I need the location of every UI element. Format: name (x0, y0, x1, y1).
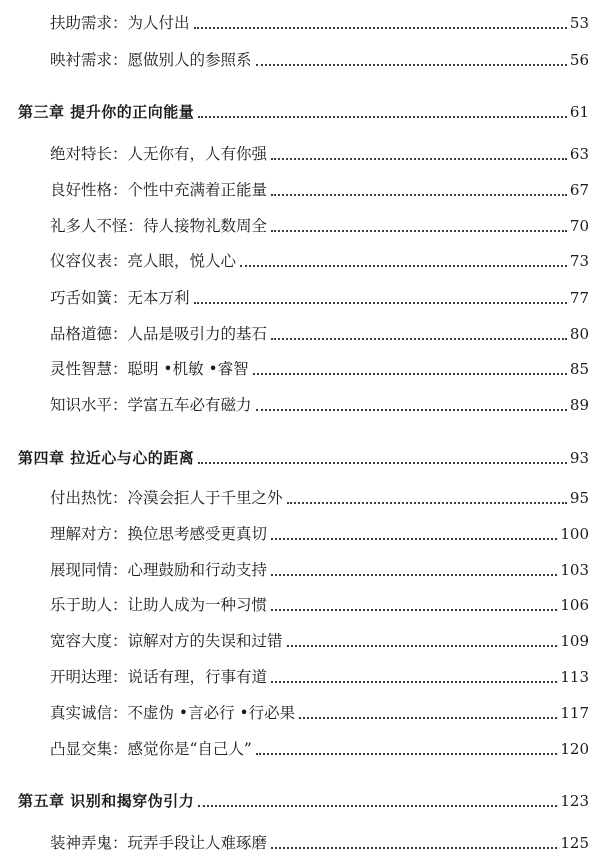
toc-page-number: 89 (569, 396, 589, 414)
dot-leader (271, 847, 557, 849)
toc-entry (50, 45, 589, 71)
toc-entry-title: 真实诚信：不虚伪 •言必行 •行必果 (50, 704, 296, 722)
dot-leader (271, 538, 557, 540)
dot-leader (271, 574, 557, 576)
toc-entry-title: 礼多人不怪：待人接物礼数周全 (50, 217, 268, 235)
toc-entry-title: 巧舌如簧：无本万利 (50, 289, 190, 307)
toc-entry-title: 凸显交集：感觉你是“自己人” (50, 740, 252, 758)
toc-entry (50, 354, 589, 380)
toc-entry-title: 理解对方：换位思考感受更真切 (50, 525, 268, 543)
toc-page-number: 63 (569, 145, 589, 163)
dot-leader (198, 462, 567, 464)
toc-page-number: 120 (560, 740, 589, 758)
toc-page-number: 67 (569, 181, 589, 199)
toc-entry-title: 付出热忱：冷漠会拒人于千里之外 (50, 489, 283, 507)
toc-entry (50, 246, 589, 272)
toc-entry (50, 139, 589, 165)
toc-entry (50, 319, 589, 345)
dot-leader (198, 116, 567, 118)
toc-page-number: 73 (569, 252, 589, 270)
toc-page-number: 93 (569, 449, 589, 467)
dot-leader (256, 409, 567, 411)
dot-leader (198, 805, 557, 807)
toc-chapter (18, 786, 589, 812)
toc-entry-title: 仪容仪表：亮人眼，悦人心 (50, 252, 237, 270)
dot-leader (271, 609, 557, 611)
toc-entry-title: 知识水平：学富五车必有磁力 (50, 396, 252, 414)
dot-leader (240, 265, 567, 267)
toc-chapter (18, 443, 589, 469)
dot-leader (194, 27, 567, 29)
dot-leader (271, 681, 557, 683)
toc-page-number: 70 (569, 217, 589, 235)
dot-leader (256, 753, 558, 755)
toc-entry (50, 175, 589, 201)
dot-leader (253, 373, 567, 375)
toc-entry-title: 扶助需求：为人付出 (50, 14, 190, 32)
toc-page-number: 80 (569, 325, 589, 343)
dot-leader (271, 194, 567, 196)
toc-entry (50, 283, 589, 309)
toc-entry-title: 灵性智慧：聪明 •机敏 •睿智 (50, 360, 249, 378)
toc-page-number: 109 (560, 632, 589, 650)
dot-leader (299, 717, 557, 719)
toc-page-number: 106 (560, 596, 589, 614)
dot-leader (287, 502, 567, 504)
toc-page-number: 123 (560, 792, 589, 810)
toc-page-number: 117 (560, 704, 589, 722)
toc-entry-title: 开明达理：说话有理，行事有道 (50, 668, 268, 686)
toc-entry (50, 8, 589, 34)
toc-page-number: 56 (569, 51, 589, 69)
toc-entry-title: 宽容大度：谅解对方的失误和过错 (50, 632, 283, 650)
toc-page-number: 103 (560, 561, 589, 579)
dot-leader (271, 230, 567, 232)
dot-leader (271, 158, 567, 160)
toc-chapter-title: 第三章 提升你的正向能量 (18, 103, 195, 121)
toc-page-number: 61 (569, 103, 589, 121)
toc-entry (50, 590, 589, 616)
toc-entry (50, 698, 589, 724)
toc-entry-title: 装神弄鬼：玩弄手段让人难琢磨 (50, 834, 268, 852)
toc-entry (50, 483, 589, 509)
dot-leader (271, 338, 567, 340)
dot-leader (194, 302, 567, 304)
toc-entry (50, 662, 589, 688)
toc-entry (50, 519, 589, 545)
toc-entry-title: 映衬需求：愿做别人的参照系 (50, 51, 252, 69)
toc-page-number: 113 (560, 668, 589, 686)
toc-entry (50, 211, 589, 237)
toc-entry (50, 555, 589, 581)
toc-chapter (18, 97, 589, 123)
toc-page-number: 77 (569, 289, 589, 307)
dot-leader (287, 645, 558, 647)
toc-entry-title: 品格道德：人品是吸引力的基石 (50, 325, 268, 343)
toc-entry-title: 展现同情：心理鼓励和行动支持 (50, 561, 268, 579)
toc-entry (50, 626, 589, 652)
toc-page-number: 85 (569, 360, 589, 378)
toc-page-number: 53 (569, 14, 589, 32)
toc-entry-title: 乐于助人：让助人成为一种习惯 (50, 596, 268, 614)
toc-entry (50, 828, 589, 854)
toc-entry-title: 绝对特长：人无你有，人有你强 (50, 145, 268, 163)
toc-page-number: 100 (560, 525, 589, 543)
toc-entry (50, 390, 589, 416)
dot-leader (256, 64, 567, 66)
toc-page-number: 95 (569, 489, 589, 507)
toc-entry (50, 734, 589, 760)
toc-page-number: 125 (560, 834, 589, 852)
toc-chapter-title: 第五章 识别和揭穿伪引力 (18, 792, 195, 810)
toc-entry-title: 良好性格：个性中充满着正能量 (50, 181, 268, 199)
toc-chapter-title: 第四章 拉近心与心的距离 (18, 449, 195, 467)
